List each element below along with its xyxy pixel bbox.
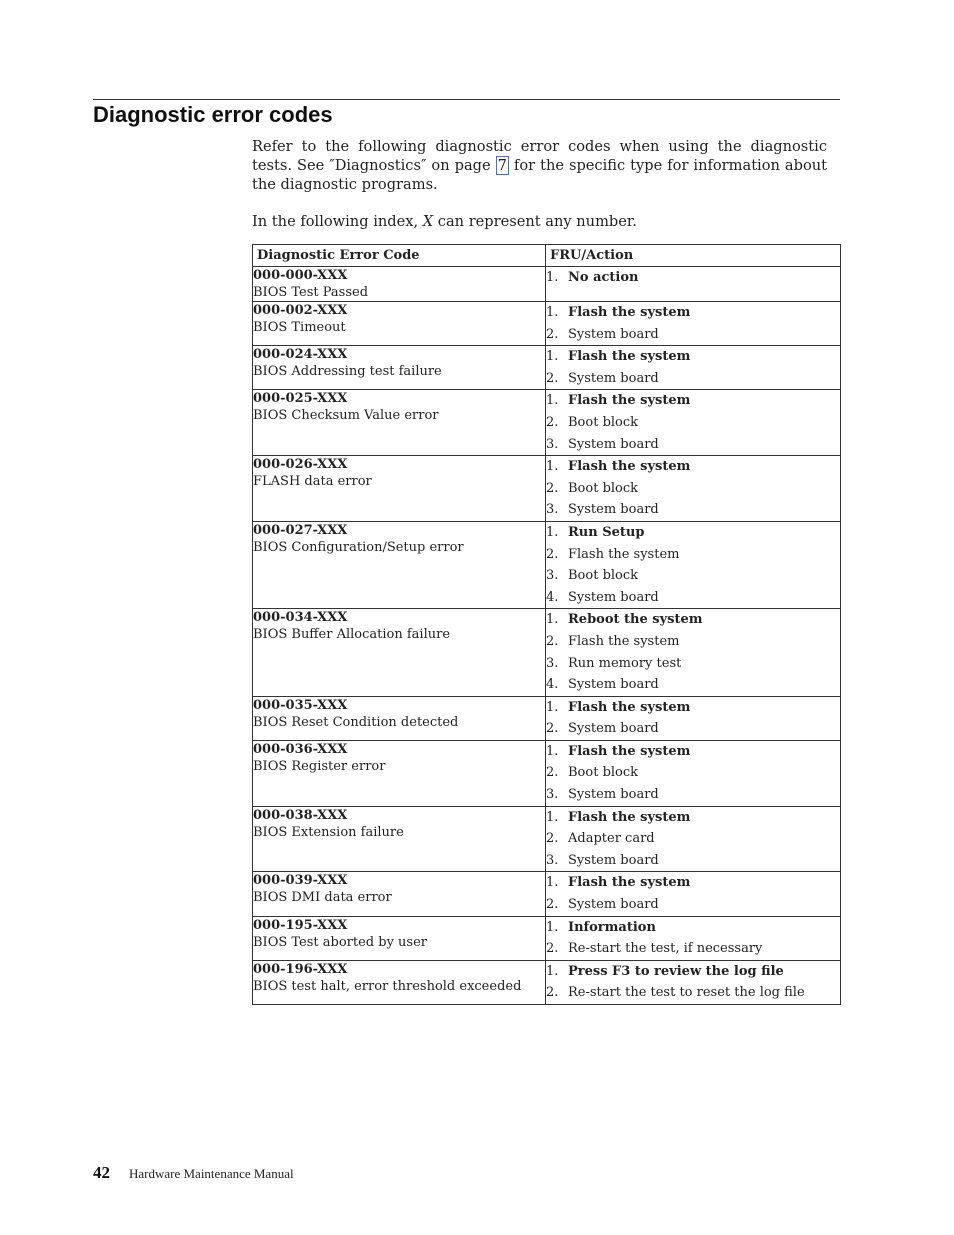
- action-text: Boot block: [568, 568, 639, 584]
- error-code: 000-035-XXX: [253, 697, 348, 713]
- error-code-cell: [253, 609, 546, 696]
- action-item: [546, 872, 840, 894]
- action-list: [546, 302, 840, 345]
- action-number: 4.: [546, 677, 559, 693]
- action-item: [546, 938, 840, 960]
- fru-action-cell: [546, 696, 841, 740]
- action-number: 1.: [546, 743, 559, 759]
- action-text: Flash the system: [568, 875, 691, 891]
- action-item: [546, 456, 840, 478]
- table-row: [253, 521, 841, 608]
- action-item: [546, 741, 840, 763]
- action-text: Boot block: [568, 480, 639, 496]
- action-item: [546, 653, 840, 675]
- table-row: [253, 740, 841, 806]
- action-number: 2.: [546, 765, 559, 781]
- action-item: [546, 522, 840, 544]
- action-list: [546, 741, 840, 806]
- error-code: 000-034-XXX: [253, 610, 348, 626]
- error-code-cell: [253, 916, 546, 960]
- action-list: [546, 456, 840, 521]
- table-header-row: [253, 245, 841, 267]
- fru-action-cell: [546, 960, 841, 1004]
- heading-rule: [93, 99, 840, 100]
- fru-action-cell: [546, 806, 841, 872]
- error-code: 000-024-XXX: [253, 347, 348, 363]
- error-code: 000-000-XXX: [253, 268, 348, 283]
- index-note-before: In the following index,: [252, 213, 423, 230]
- action-text: Flash the system: [568, 459, 691, 475]
- action-item: [546, 894, 840, 916]
- action-list: [546, 917, 840, 960]
- error-description: BIOS Buffer Allocation failure: [253, 627, 451, 643]
- error-code-cell: [253, 960, 546, 1004]
- action-text: System board: [568, 897, 659, 913]
- action-item: [546, 390, 840, 412]
- action-text: Information: [568, 919, 656, 935]
- error-description: BIOS Extension failure: [253, 824, 404, 840]
- index-note-variable: X: [422, 213, 434, 230]
- table-row: [253, 267, 841, 302]
- action-text: System board: [568, 721, 659, 737]
- action-number: 3.: [546, 568, 559, 584]
- fru-action-cell: [546, 390, 841, 456]
- error-description: BIOS Reset Condition detected: [253, 714, 459, 730]
- action-item: [546, 434, 840, 456]
- action-text: System board: [568, 436, 659, 452]
- action-item: [546, 499, 840, 521]
- action-item: [546, 718, 840, 740]
- error-code-cell: [253, 740, 546, 806]
- action-item: [546, 609, 840, 631]
- action-number: 2.: [546, 546, 559, 562]
- action-item: [546, 697, 840, 719]
- action-text: Flash the system: [568, 743, 691, 759]
- action-item: [546, 565, 840, 587]
- header-error-code: Diagnostic Error Code: [253, 245, 546, 267]
- error-code-cell: [253, 696, 546, 740]
- action-list: [546, 697, 840, 740]
- action-text: Flash the system: [568, 305, 691, 320]
- action-number: 1.: [546, 349, 559, 365]
- action-number: 2.: [546, 633, 559, 649]
- action-number: 1.: [546, 963, 559, 979]
- action-item: [546, 544, 840, 566]
- action-number: 2.: [546, 370, 559, 386]
- action-text: Re-start the test to reset the log file: [568, 985, 805, 1001]
- fru-action-cell: [546, 456, 841, 522]
- action-number: 1.: [546, 524, 559, 540]
- action-text: Flash the system: [568, 349, 691, 365]
- action-list: [546, 872, 840, 915]
- action-item: [546, 762, 840, 784]
- error-code-cell: [253, 390, 546, 456]
- error-description: FLASH data error: [253, 474, 372, 490]
- error-description: BIOS Addressing test failure: [253, 364, 442, 380]
- action-text: Run Setup: [568, 524, 645, 540]
- error-code-cell: [253, 346, 546, 390]
- action-number: 1.: [546, 612, 559, 628]
- action-text: System board: [568, 502, 659, 518]
- index-note-after: can represent any number.: [433, 213, 637, 230]
- action-text: Press F3 to review the log file: [568, 963, 784, 979]
- table-row: [253, 456, 841, 522]
- action-item: [546, 961, 840, 983]
- action-number: 3.: [546, 502, 559, 518]
- action-number: 2.: [546, 721, 559, 737]
- action-number: 1.: [546, 270, 559, 285]
- action-text: No action: [568, 270, 639, 285]
- error-description: BIOS Register error: [253, 758, 386, 774]
- action-text: Run memory test: [568, 655, 682, 671]
- intro-text-after-link: for the specific type for information about the diagnostic programs.: [252, 157, 827, 193]
- intro-text-before-link: Refer to the following diagnostic error codes when using the diagnostic tests. See ″Diagnostics″ on page: [252, 138, 827, 174]
- table-row: [253, 960, 841, 1004]
- fru-action-cell: [546, 740, 841, 806]
- action-item: [546, 324, 840, 346]
- action-number: 2.: [546, 414, 559, 430]
- action-text: System board: [568, 852, 659, 868]
- action-item: [546, 674, 840, 696]
- action-number: 4.: [546, 589, 559, 605]
- action-item: [546, 631, 840, 653]
- action-list: [546, 807, 840, 872]
- action-number: 2.: [546, 831, 559, 847]
- table-row: [253, 609, 841, 696]
- fru-action-cell: [546, 916, 841, 960]
- table-row: [253, 390, 841, 456]
- action-number: 1.: [546, 393, 559, 409]
- index-note: [252, 212, 637, 231]
- action-number: 1.: [546, 919, 559, 935]
- error-code: 000-039-XXX: [253, 873, 348, 889]
- fru-action-cell: [546, 609, 841, 696]
- action-number: 3.: [546, 852, 559, 868]
- error-code: 000-027-XXX: [253, 522, 348, 538]
- action-item: [546, 784, 840, 806]
- fru-action-cell: [546, 267, 841, 302]
- error-description: BIOS Checksum Value error: [253, 408, 439, 424]
- table-row: [253, 806, 841, 872]
- action-text: System board: [568, 787, 659, 803]
- action-number: 1.: [546, 875, 559, 891]
- action-number: 1.: [546, 809, 559, 825]
- page-heading: Diagnostic error codes: [93, 102, 333, 127]
- action-text: Re-start the test, if necessary: [568, 941, 763, 957]
- error-code-table: [252, 244, 841, 1005]
- action-item: [546, 807, 840, 829]
- error-description: BIOS Timeout: [253, 320, 346, 335]
- action-text: System board: [568, 589, 659, 605]
- error-description: BIOS Test Passed: [253, 285, 369, 300]
- action-text: Boot block: [568, 765, 639, 781]
- action-text: Adapter card: [568, 831, 655, 847]
- action-text: System board: [568, 677, 659, 693]
- fru-action-cell: [546, 872, 841, 916]
- error-description: BIOS Test aborted by user: [253, 934, 428, 950]
- action-item: [546, 828, 840, 850]
- action-item: [546, 302, 840, 324]
- action-number: 3.: [546, 436, 559, 452]
- action-text: Flash the system: [568, 633, 680, 649]
- error-code-cell: [253, 302, 546, 346]
- action-item: [546, 850, 840, 872]
- table-row: [253, 696, 841, 740]
- action-list: [546, 609, 840, 695]
- action-number: 1.: [546, 699, 559, 715]
- error-code: 000-002-XXX: [253, 303, 348, 318]
- error-code-cell: [253, 456, 546, 522]
- error-code: 000-025-XXX: [253, 391, 348, 407]
- action-list: [546, 267, 840, 289]
- action-item: [546, 982, 840, 1004]
- action-number: 2.: [546, 326, 559, 342]
- error-code: 000-026-XXX: [253, 457, 348, 473]
- intro-paragraph: [252, 137, 827, 194]
- action-item: [546, 917, 840, 939]
- action-number: 2.: [546, 897, 559, 913]
- action-text: System board: [568, 370, 659, 386]
- action-text: Boot block: [568, 414, 639, 430]
- action-list: [546, 346, 840, 389]
- action-number: 3.: [546, 787, 559, 803]
- action-text: System board: [568, 326, 659, 342]
- action-number: 2.: [546, 941, 559, 957]
- action-text: Reboot the system: [568, 612, 703, 628]
- action-number: 1.: [546, 459, 559, 475]
- action-item: [546, 478, 840, 500]
- action-number: 2.: [546, 480, 559, 496]
- action-list: [546, 522, 840, 608]
- action-text: Flash the system: [568, 546, 680, 562]
- error-description: BIOS DMI data error: [253, 890, 392, 906]
- error-code: 000-036-XXX: [253, 741, 348, 757]
- page-reference-link[interactable]: 7: [497, 157, 507, 174]
- error-description: BIOS test halt, error threshold exceeded: [253, 978, 522, 994]
- error-code: 000-196-XXX: [253, 961, 348, 977]
- error-description: BIOS Configuration/Setup error: [253, 539, 464, 555]
- header-fru-action: FRU/Action: [546, 245, 841, 267]
- action-number: 1.: [546, 305, 559, 320]
- action-list: [546, 390, 840, 455]
- action-text: Flash the system: [568, 393, 691, 409]
- action-item: [546, 346, 840, 368]
- table-row: [253, 302, 841, 346]
- manual-title: Hardware Maintenance Manual: [129, 1166, 294, 1181]
- error-code: 000-038-XXX: [253, 807, 348, 823]
- action-item: [546, 587, 840, 609]
- fru-action-cell: [546, 346, 841, 390]
- action-item: [546, 368, 840, 390]
- action-item: [546, 412, 840, 434]
- table-body: [253, 267, 841, 1005]
- fru-action-cell: [546, 521, 841, 608]
- action-number: 3.: [546, 655, 559, 671]
- action-item: [546, 267, 840, 289]
- fru-action-cell: [546, 302, 841, 346]
- page-number: 42: [93, 1163, 110, 1182]
- action-text: Flash the system: [568, 809, 691, 825]
- error-code: 000-195-XXX: [253, 917, 348, 933]
- table-row: [253, 346, 841, 390]
- error-code-cell: [253, 806, 546, 872]
- error-code-cell: [253, 872, 546, 916]
- action-number: 2.: [546, 985, 559, 1001]
- error-code-cell: [253, 521, 546, 608]
- action-list: [546, 961, 840, 1004]
- table-row: [253, 872, 841, 916]
- action-text: Flash the system: [568, 699, 691, 715]
- table-row: [253, 916, 841, 960]
- error-code-cell: [253, 267, 546, 302]
